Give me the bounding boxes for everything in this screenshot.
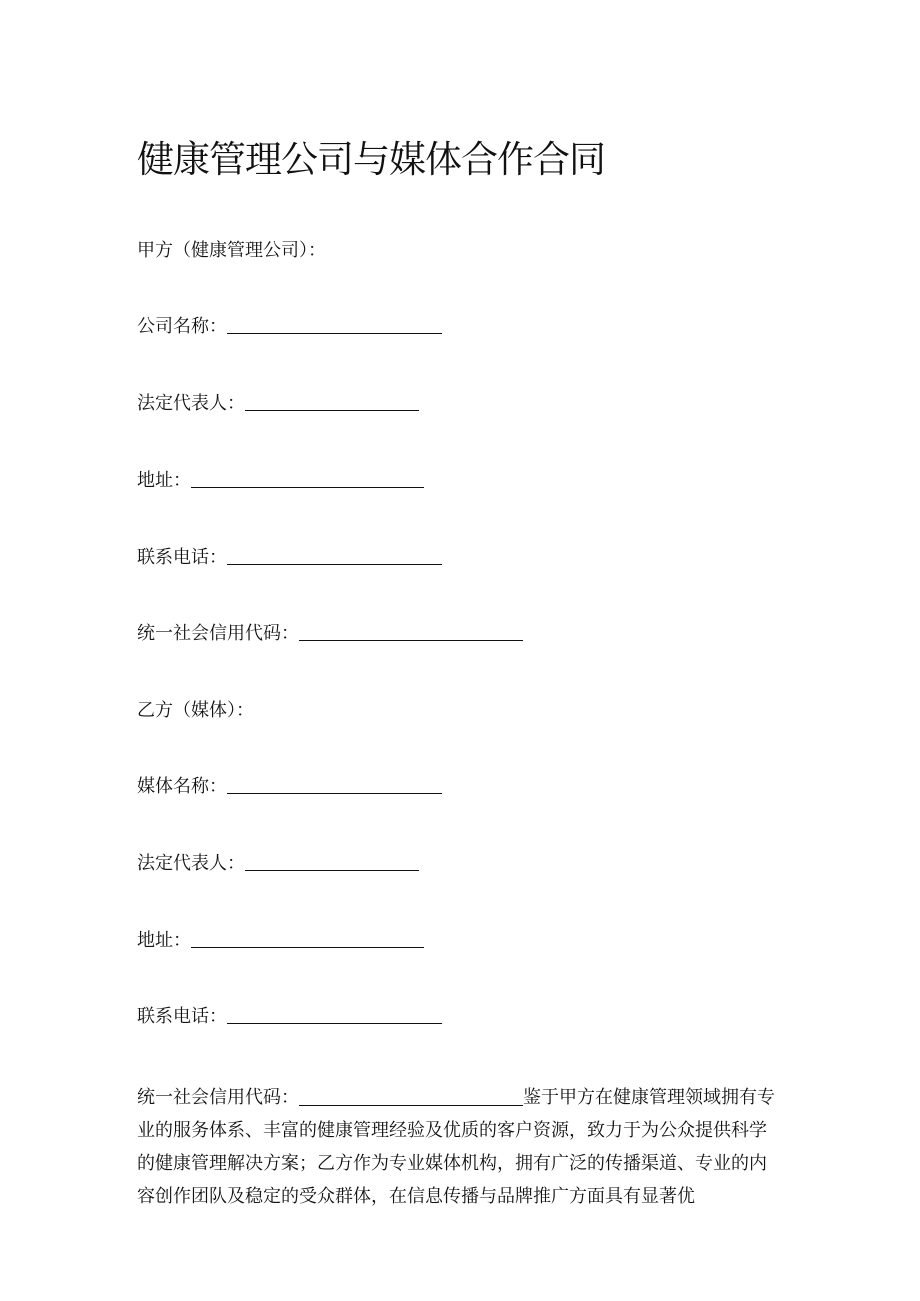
party-b-legal-rep-field xyxy=(137,851,419,877)
field-label: 媒体名称： xyxy=(137,776,227,797)
party-b-credit-code-label: 统一社会信用代码： xyxy=(137,1087,299,1108)
fill-in-blank xyxy=(245,852,419,871)
party-b-heading: 乙方（媒体）： xyxy=(137,700,254,721)
fill-in-blank xyxy=(227,546,442,565)
party-a-legal-rep-field xyxy=(137,391,419,417)
party-b-phone-field xyxy=(137,1004,442,1030)
party-a-company-name-field xyxy=(137,314,442,340)
preamble-text: 鉴于甲方在健康管理领域拥有专业的服务体系、丰富的健康管理经验及优质的客户资源，致力于为公众提供科学的健康管理解决方案；乙方作为专业媒体机构，拥有广泛的传播渠道、专业的内容创作团队及稳定的受众群体，在信息传播与品牌推广方面具有显著优 xyxy=(137,1087,775,1207)
fill-in-blank xyxy=(227,315,442,334)
field-label: 法定代表人： xyxy=(137,853,245,874)
field-label: 联系电话： xyxy=(137,1006,227,1027)
field-label: 统一社会信用代码： xyxy=(137,623,299,644)
party-a-credit-code-field xyxy=(137,621,523,647)
party-a-phone-field xyxy=(137,545,442,571)
party-b-media-name-field xyxy=(137,774,442,800)
field-label: 地址： xyxy=(137,930,191,951)
field-label: 联系电话： xyxy=(137,547,227,568)
fill-in-blank xyxy=(227,775,442,794)
field-label: 地址： xyxy=(137,470,191,491)
fill-in-blank xyxy=(191,469,424,488)
fill-in-blank xyxy=(191,929,424,948)
fill-in-blank xyxy=(299,1087,523,1106)
preamble-paragraph xyxy=(137,1081,777,1213)
document-title: 健康管理公司与媒体合作合同 xyxy=(137,138,605,181)
fill-in-blank xyxy=(299,622,523,641)
fill-in-blank xyxy=(245,392,419,411)
party-b-address-field xyxy=(137,928,424,954)
party-a-heading: 甲方（健康管理公司）： xyxy=(137,240,326,261)
field-label: 公司名称： xyxy=(137,316,227,337)
fill-in-blank xyxy=(227,1005,442,1024)
party-a-address-field xyxy=(137,468,424,494)
field-label: 法定代表人： xyxy=(137,393,245,414)
